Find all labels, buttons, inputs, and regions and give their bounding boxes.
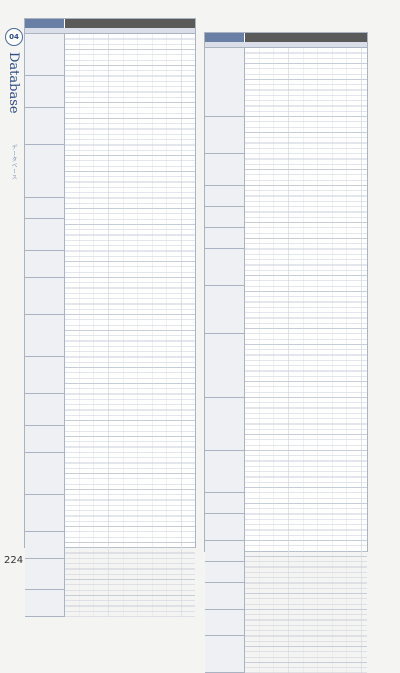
table-body [205,48,367,673]
table-header [205,33,367,42]
category-cell [205,286,244,334]
category-cell [25,426,64,453]
category-cell [205,541,244,562]
category-cell [205,48,244,117]
table-body [25,34,195,617]
category-cell [25,108,64,145]
category-cell [205,334,244,398]
category-column [25,34,65,617]
category-cell [205,207,244,228]
table-header [25,19,195,28]
left-database-table [24,18,196,548]
category-cell [25,34,64,76]
chapter-mark: 04 [5,28,23,46]
page-number: 224 [4,555,24,566]
category-cell [205,493,244,514]
category-cell [205,610,244,637]
category-cell [205,398,244,451]
category-cell [205,249,244,286]
side-banner [4,28,22,448]
category-cell [205,451,244,493]
category-cell [205,562,244,583]
category-cell [205,117,244,154]
category-cell [25,251,64,278]
category-cell [25,453,64,495]
category-cell [25,219,64,251]
category-cell [25,357,64,394]
category-cell [205,636,244,673]
right-database-table [204,32,368,552]
category-cell [25,76,64,108]
category-cell [25,278,64,315]
category-cell [205,228,244,249]
category-cell [25,198,64,219]
category-cell [205,186,244,207]
category-cell [25,532,64,559]
category-cell [25,145,64,198]
category-cell [205,514,244,541]
category-cell [25,394,64,426]
category-column [205,48,245,673]
category-cell [25,495,64,532]
table-rows [245,48,367,673]
category-cell [205,154,244,186]
side-subtitle: データベース [10,144,17,180]
category-cell [25,559,64,591]
side-title: Database [6,52,21,114]
category-cell [25,590,64,617]
table-rows [65,34,195,617]
category-cell [25,315,64,357]
category-cell [205,583,244,610]
